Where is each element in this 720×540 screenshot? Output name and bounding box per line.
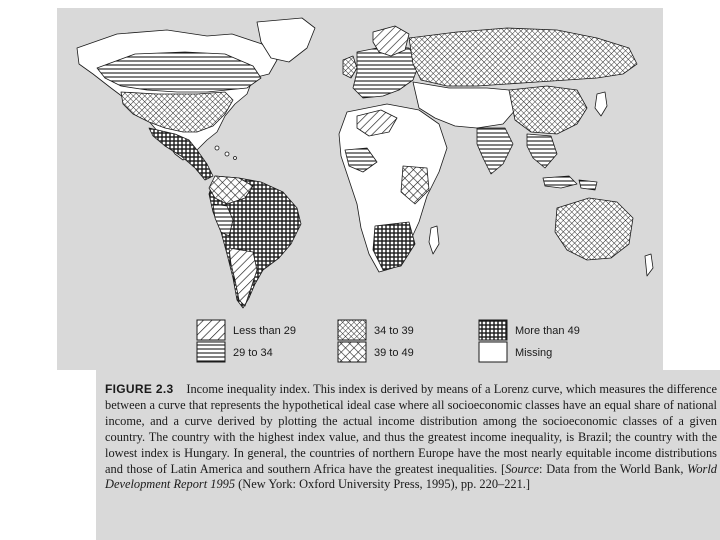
uk-island [343,56,357,78]
legend-label: 39 to 49 [374,347,414,359]
russia-region [409,28,637,86]
china-region [509,86,587,134]
legend-label: More than 49 [515,325,580,337]
new-zealand-island [645,254,653,276]
legend-item-39-to-49 [338,342,414,362]
southeast-asia-region [527,134,557,168]
source-text: : Data from the World Bank, [539,461,688,476]
madagascar-island [429,226,439,254]
legend-label: Missing [515,347,553,359]
source-publisher: (New York: Oxford University Press, 1995), pp. 220–221.] [235,477,531,492]
source-title: World Development Report 1995 [105,461,717,492]
caribbean-island [225,152,229,156]
legend [197,320,580,362]
japan-island [595,92,607,116]
world-map [57,8,663,370]
southern-africa-region [373,222,415,270]
figure-number: FIGURE 2.3 [105,382,174,396]
legend-label: Less than 29 [233,325,296,337]
australia-region [555,198,633,260]
caption-body: Income inequality index. This index is derived by means of a Lorenz curve, which measures the difference between a curve that represents the hypothetical ideal case where all socioeconomic classes have an equal share of national income, and a curve derived by plotting the actual income distribution among the socioeconomic classes of a given country. The country with the highest index value, and thus the greatest income inequality, is Brazil; the country with the lowest index is Hungary. In general, the countries of northern Europe have the most nearly equitable income distributions and those of Latin America and southern Africa have the greatest inequalities. [ [105,382,718,476]
legend-item-less-than-29 [197,320,296,340]
caribbean-island [215,146,219,150]
legend-item-more-than-49 [479,320,580,340]
legend-item-34-to-39 [338,320,414,340]
indonesia-island [579,180,597,190]
india-region [477,128,513,174]
map-panel [57,8,663,370]
figure-caption [105,382,717,493]
source-label: Source [505,461,540,476]
indonesia-island [543,176,577,188]
legend-item-missing [479,342,552,362]
legend-label: 34 to 39 [374,325,414,337]
legend-item-29-to-34 [197,342,273,362]
caribbean-island [234,157,237,160]
legend-label: 29 to 34 [233,347,273,359]
